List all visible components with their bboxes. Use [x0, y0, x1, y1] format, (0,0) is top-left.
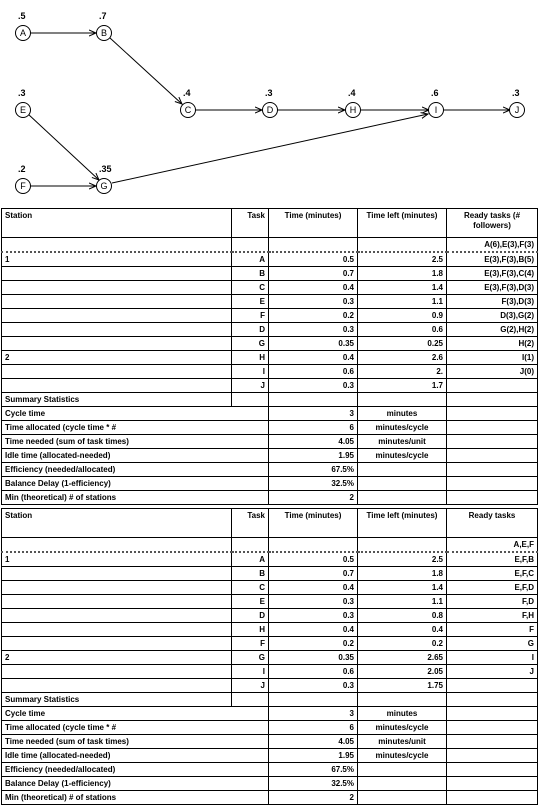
node-label: D — [266, 105, 274, 115]
node-d — [263, 88, 278, 118]
node-label: H — [349, 105, 357, 115]
station-cell — [2, 679, 232, 693]
task-header: Task — [232, 509, 269, 538]
summary-unit: minutes/cycle — [358, 749, 447, 763]
empty-cell — [232, 693, 269, 707]
station-cell — [2, 365, 232, 379]
ready-tasks-cell: J(0) — [447, 365, 538, 379]
ready-tasks-cell: E,F,C — [447, 567, 538, 581]
task-header: Task — [232, 209, 269, 238]
summary-value: 6 — [269, 421, 358, 435]
node-label: I — [434, 105, 438, 115]
summary-value: 1.95 — [269, 749, 358, 763]
time-cell: 0.7 — [269, 567, 358, 581]
summary-unit: minutes/unit — [358, 435, 447, 449]
task-cell: D — [232, 323, 269, 337]
node-label: E — [19, 105, 27, 115]
ready-tasks-cell: F,H — [447, 609, 538, 623]
task-cell: E — [232, 595, 269, 609]
ready-tasks-cell: G(2),H(2) — [447, 323, 538, 337]
time-left-cell: 0.2 — [358, 637, 447, 651]
time-left-cell: 1.8 — [358, 267, 447, 281]
time-left-cell: 2.5 — [358, 252, 447, 267]
initial-ready-tasks: A,E,F — [447, 538, 538, 553]
time-cell: 0.4 — [269, 623, 358, 637]
ready-tasks-header: Ready tasks (# followers) — [447, 209, 538, 238]
time-left-cell: 2. — [358, 365, 447, 379]
time-left-cell: 1.1 — [358, 295, 447, 309]
station-cell — [2, 637, 232, 651]
task-cell: G — [232, 337, 269, 351]
task-cell: A — [232, 552, 269, 567]
empty-cell — [447, 749, 538, 763]
node-time: .7 — [99, 11, 107, 21]
time-cell: 0.4 — [269, 351, 358, 365]
summary-row — [2, 463, 538, 477]
empty-cell — [447, 735, 538, 749]
summary-unit: minutes — [358, 707, 447, 721]
ready-tasks-cell: E,F,B — [447, 552, 538, 567]
table-row — [2, 581, 538, 595]
station-header: Station — [2, 509, 232, 538]
summary-unit — [358, 477, 447, 491]
task-cell: G — [232, 651, 269, 665]
summary-label: Time needed (sum of task times) — [2, 435, 269, 449]
summary-label: Time allocated (cycle time * # — [2, 421, 269, 435]
ready-tasks-cell: D(3),G(2) — [447, 309, 538, 323]
summary-row — [2, 735, 538, 749]
table-row — [2, 365, 538, 379]
empty-cell — [447, 421, 538, 435]
summary-label: Idle time (allocated-needed) — [2, 749, 269, 763]
summary-value: 3 — [269, 707, 358, 721]
edge-b-c — [110, 38, 182, 104]
task-cell: I — [232, 365, 269, 379]
ready-tasks-cell — [447, 379, 538, 393]
time-cell: 0.3 — [269, 323, 358, 337]
summary-value: 67.5% — [269, 463, 358, 477]
time-cell: 0.2 — [269, 309, 358, 323]
table-row — [2, 567, 538, 581]
summary-unit: minutes — [358, 407, 447, 421]
station-cell — [2, 281, 232, 295]
summary-row — [2, 777, 538, 791]
ready-tasks-cell: I(1) — [447, 351, 538, 365]
node-e — [16, 88, 31, 118]
empty-cell — [447, 407, 538, 421]
table-row — [2, 679, 538, 693]
node-label: C — [184, 105, 192, 115]
time-cell: 0.4 — [269, 281, 358, 295]
node-j — [510, 88, 525, 118]
station-cell — [2, 337, 232, 351]
node-time: .3 — [265, 88, 273, 98]
time-left-cell: 0.25 — [358, 337, 447, 351]
station-cell: 2 — [2, 651, 232, 665]
ready-tasks-cell: E(3),F(3),B(5) — [447, 252, 538, 267]
summary-value: 4.05 — [269, 735, 358, 749]
time-header: Time (minutes) — [269, 209, 358, 238]
initial-ready-row — [2, 538, 538, 553]
summary-value: 2 — [269, 491, 358, 505]
empty-cell — [447, 763, 538, 777]
time-left-cell: 0.9 — [358, 309, 447, 323]
task-cell: F — [232, 637, 269, 651]
time-left-cell: 2.6 — [358, 351, 447, 365]
table-row — [2, 595, 538, 609]
summary-header-row — [2, 393, 538, 407]
table-row — [2, 552, 538, 567]
task-cell: H — [232, 623, 269, 637]
summary-label: Cycle time — [2, 707, 269, 721]
station-cell — [2, 665, 232, 679]
time-cell: 0.4 — [269, 581, 358, 595]
summary-value: 1.95 — [269, 449, 358, 463]
node-label: G — [100, 181, 108, 191]
empty-cell — [447, 449, 538, 463]
time-cell: 0.5 — [269, 552, 358, 567]
node-label: B — [100, 28, 108, 38]
summary-row — [2, 449, 538, 463]
ready-tasks-cell — [447, 679, 538, 693]
task-cell: I — [232, 665, 269, 679]
summary-row — [2, 707, 538, 721]
summary-row — [2, 721, 538, 735]
task-cell: J — [232, 679, 269, 693]
table-row — [2, 651, 538, 665]
summary-value: 6 — [269, 721, 358, 735]
empty-cell — [447, 477, 538, 491]
table-row — [2, 323, 538, 337]
empty-cell — [447, 693, 538, 707]
time-left-header: Time left (minutes) — [358, 509, 447, 538]
time-cell: 0.6 — [269, 665, 358, 679]
station-header: Station — [2, 209, 232, 238]
balance-table-followers — [1, 208, 538, 505]
time-cell: 0.3 — [269, 595, 358, 609]
node-time: .4 — [183, 88, 191, 98]
table-row — [2, 637, 538, 651]
summary-row — [2, 477, 538, 491]
summary-label: Cycle time — [2, 407, 269, 421]
time-cell: 0.3 — [269, 679, 358, 693]
task-cell: F — [232, 309, 269, 323]
empty-cell — [358, 693, 447, 707]
time-left-cell: 1.8 — [358, 567, 447, 581]
summary-value: 4.05 — [269, 435, 358, 449]
empty-cell — [232, 393, 269, 407]
summary-label: Efficiency (needed/allocated) — [2, 763, 269, 777]
node-b — [97, 11, 112, 41]
summary-title: Summary Statistics — [2, 393, 232, 407]
summary-row — [2, 749, 538, 763]
table-row — [2, 351, 538, 365]
station-cell — [2, 267, 232, 281]
ready-tasks-cell: E(3),F(3),C(4) — [447, 267, 538, 281]
time-cell: 0.2 — [269, 637, 358, 651]
summary-unit: minutes/cycle — [358, 721, 447, 735]
table-row — [2, 295, 538, 309]
ready-tasks-header: Ready tasks — [447, 509, 538, 538]
station-cell — [2, 379, 232, 393]
initial-ready-row — [2, 238, 538, 253]
node-time: .6 — [431, 88, 439, 98]
summary-label: Balance Delay (1-efficiency) — [2, 477, 269, 491]
empty-cell — [447, 491, 538, 505]
ready-tasks-cell: F — [447, 623, 538, 637]
time-left-cell: 2.65 — [358, 651, 447, 665]
time-left-header: Time left (minutes) — [358, 209, 447, 238]
time-left-cell: 1.4 — [358, 581, 447, 595]
summary-row — [2, 435, 538, 449]
task-cell: H — [232, 351, 269, 365]
summary-row — [2, 407, 538, 421]
node-label: F — [20, 181, 26, 191]
station-cell: 1 — [2, 552, 232, 567]
node-c — [181, 88, 196, 118]
summary-row — [2, 421, 538, 435]
time-left-cell: 0.8 — [358, 609, 447, 623]
table-row — [2, 379, 538, 393]
empty-cell — [447, 721, 538, 735]
summary-unit — [358, 491, 447, 505]
table-row — [2, 267, 538, 281]
summary-value: 67.5% — [269, 763, 358, 777]
ready-tasks-cell: E,F,D — [447, 581, 538, 595]
time-cell: 0.3 — [269, 379, 358, 393]
summary-unit — [358, 791, 447, 805]
node-a — [16, 11, 31, 41]
task-cell: C — [232, 281, 269, 295]
summary-label: Min (theoretical) # of stations — [2, 491, 269, 505]
node-time: .3 — [18, 88, 26, 98]
node-label: A — [19, 28, 27, 38]
summary-value: 2 — [269, 791, 358, 805]
task-cell: D — [232, 609, 269, 623]
node-time: .2 — [18, 164, 26, 174]
station-cell: 1 — [2, 252, 232, 267]
summary-unit — [358, 463, 447, 477]
node-f — [16, 164, 31, 194]
summary-row — [2, 763, 538, 777]
table-row — [2, 281, 538, 295]
task-cell: J — [232, 379, 269, 393]
time-left-cell: 2.5 — [358, 552, 447, 567]
summary-label: Balance Delay (1-efficiency) — [2, 777, 269, 791]
time-cell: 0.5 — [269, 252, 358, 267]
summary-label: Min (theoretical) # of stations — [2, 791, 269, 805]
summary-label: Idle time (allocated-needed) — [2, 449, 269, 463]
node-h — [346, 88, 361, 118]
table-row — [2, 337, 538, 351]
summary-value: 32.5% — [269, 777, 358, 791]
station-cell — [2, 323, 232, 337]
node-time: .4 — [348, 88, 356, 98]
table-row — [2, 252, 538, 267]
time-left-cell: 1.1 — [358, 595, 447, 609]
station-cell — [2, 595, 232, 609]
summary-unit: minutes/unit — [358, 735, 447, 749]
station-cell — [2, 295, 232, 309]
node-time: .3 — [512, 88, 520, 98]
summary-label: Time allocated (cycle time * # — [2, 721, 269, 735]
initial-ready-tasks: A(6),E(3),F(3) — [447, 238, 538, 253]
summary-row — [2, 491, 538, 505]
station-cell — [2, 567, 232, 581]
node-time: .35 — [99, 164, 112, 174]
empty-cell — [358, 393, 447, 407]
time-left-cell: 1.75 — [358, 679, 447, 693]
empty-cell — [447, 463, 538, 477]
ready-tasks-cell: F,D — [447, 595, 538, 609]
task-cell: E — [232, 295, 269, 309]
empty-cell — [447, 435, 538, 449]
summary-row — [2, 791, 538, 805]
summary-unit: minutes/cycle — [358, 421, 447, 435]
time-cell: 0.35 — [269, 651, 358, 665]
summary-unit — [358, 777, 447, 791]
edge-e-g — [28, 114, 99, 180]
task-cell: A — [232, 252, 269, 267]
table-row — [2, 665, 538, 679]
time-left-cell: 0.6 — [358, 323, 447, 337]
time-left-cell: 1.4 — [358, 281, 447, 295]
edge-g-i — [112, 114, 428, 183]
time-cell: 0.35 — [269, 337, 358, 351]
time-cell: 0.3 — [269, 609, 358, 623]
summary-label: Efficiency (needed/allocated) — [2, 463, 269, 477]
empty-cell — [269, 693, 358, 707]
table-row — [2, 309, 538, 323]
node-label: J — [514, 105, 520, 115]
balance-table-simple — [1, 508, 538, 805]
task-cell: B — [232, 567, 269, 581]
node-i — [429, 88, 444, 118]
summary-title: Summary Statistics — [2, 693, 232, 707]
ready-tasks-cell: J — [447, 665, 538, 679]
table-row — [2, 623, 538, 637]
station-cell — [2, 623, 232, 637]
empty-cell — [447, 777, 538, 791]
time-cell: 0.3 — [269, 295, 358, 309]
node-time: .5 — [18, 11, 26, 21]
station-cell — [2, 581, 232, 595]
time-cell: 0.7 — [269, 267, 358, 281]
time-header: Time (minutes) — [269, 509, 358, 538]
empty-cell — [447, 707, 538, 721]
time-left-cell: 1.7 — [358, 379, 447, 393]
summary-unit — [358, 763, 447, 777]
summary-unit: minutes/cycle — [358, 449, 447, 463]
station-cell — [2, 309, 232, 323]
node-g — [97, 164, 112, 194]
station-cell: 2 — [2, 351, 232, 365]
task-cell: B — [232, 267, 269, 281]
summary-label: Time needed (sum of task times) — [2, 735, 269, 749]
precedence-diagram — [0, 0, 538, 205]
task-cell: C — [232, 581, 269, 595]
ready-tasks-cell: E(3),F(3),D(3) — [447, 281, 538, 295]
summary-header-row — [2, 693, 538, 707]
station-cell — [2, 609, 232, 623]
table-row — [2, 609, 538, 623]
ready-tasks-cell: I — [447, 651, 538, 665]
time-left-cell: 2.05 — [358, 665, 447, 679]
summary-value: 3 — [269, 407, 358, 421]
time-left-cell: 0.4 — [358, 623, 447, 637]
ready-tasks-cell: H(2) — [447, 337, 538, 351]
ready-tasks-cell: G — [447, 637, 538, 651]
time-cell: 0.6 — [269, 365, 358, 379]
empty-cell — [447, 791, 538, 805]
summary-value: 32.5% — [269, 477, 358, 491]
empty-cell — [269, 393, 358, 407]
empty-cell — [447, 393, 538, 407]
ready-tasks-cell: F(3),D(3) — [447, 295, 538, 309]
